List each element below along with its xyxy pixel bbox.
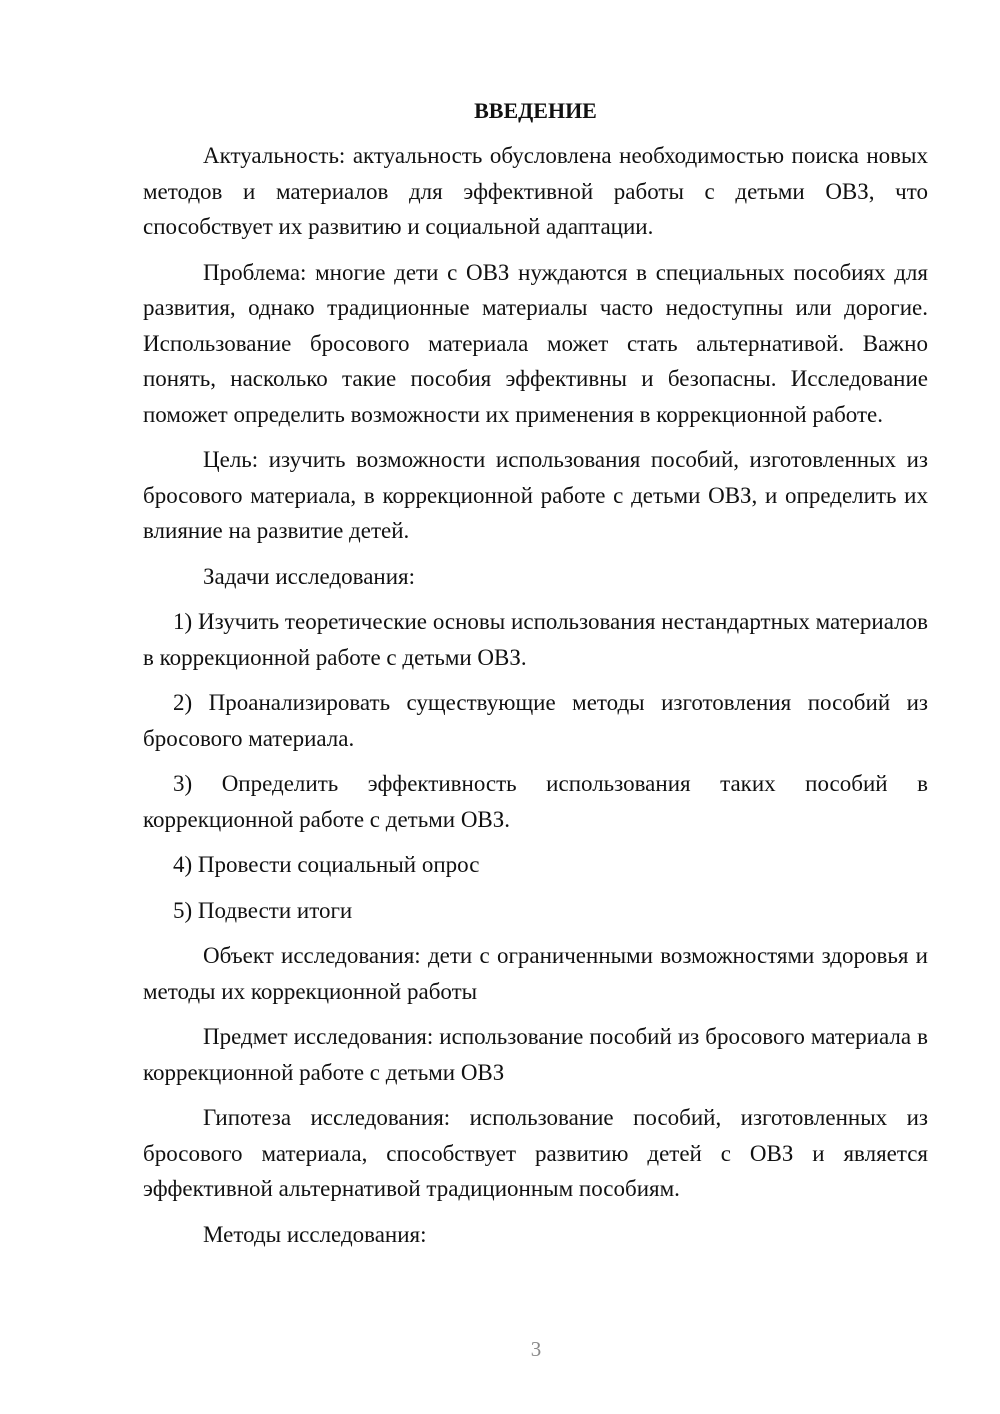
page-number: 3 <box>530 1337 542 1361</box>
section-title: ВВЕДЕНИЕ <box>474 98 597 123</box>
task-item: 2) Проанализировать существующие методы изготовления пособий из бросового материала. <box>143 690 928 751</box>
goal-paragraph: Цель: изучить возможности использования пособий, изготовленных из бросового материала, в коррекционной работе с детьми ОВЗ, и определить их влияние на развитие детей. <box>143 447 928 543</box>
task-item: 3) Определить эффективность использования таких пособий в коррекционной работе с детьми ОВЗ. <box>143 771 928 832</box>
object-paragraph: Объект исследования: дети с ограниченными возможностями здоровья и методы их коррекционной работы <box>143 943 928 1004</box>
methods-heading: Методы исследования: <box>203 1221 427 1247</box>
task-item: 5) Подвести итоги <box>173 897 353 923</box>
tasks-heading: Задачи исследования: <box>203 563 416 589</box>
task-item: 4) Провести социальный опрос <box>173 852 480 877</box>
problem-paragraph: Проблема: многие дети с ОВЗ нуждаются в специальных пособиях для развития, однако традиционные материалы часто недоступны или дорогие. Использование бросового материала может стать альтернативой. Важно понять, насколько такие пособия эффективны и безопасны. Исследование поможет определить возможности их применения в коррекционной работе. <box>143 259 928 427</box>
hypothesis-paragraph: Гипотеза исследования: использование пособий, изготовленных из бросового материала, способствует развитию детей с ОВЗ и является эффективной альтернативой традиционным пособиям. <box>143 1105 928 1201</box>
relevance-paragraph: Актуальность: актуальность обусловлена необходимостью поиска новых методов и материалов для эффективной работы с детьми ОВЗ, что способствует их развитию и социальной адаптации. <box>143 143 928 239</box>
subject-paragraph: Предмет исследования: использование пособий из бросового материала в коррекционной работе с детьми ОВЗ <box>143 1024 928 1085</box>
page-body <box>143 93 928 1262</box>
task-item: 1) Изучить теоретические основы использования нестандартных материалов в коррекционной работе с детьми ОВЗ. <box>143 609 928 670</box>
